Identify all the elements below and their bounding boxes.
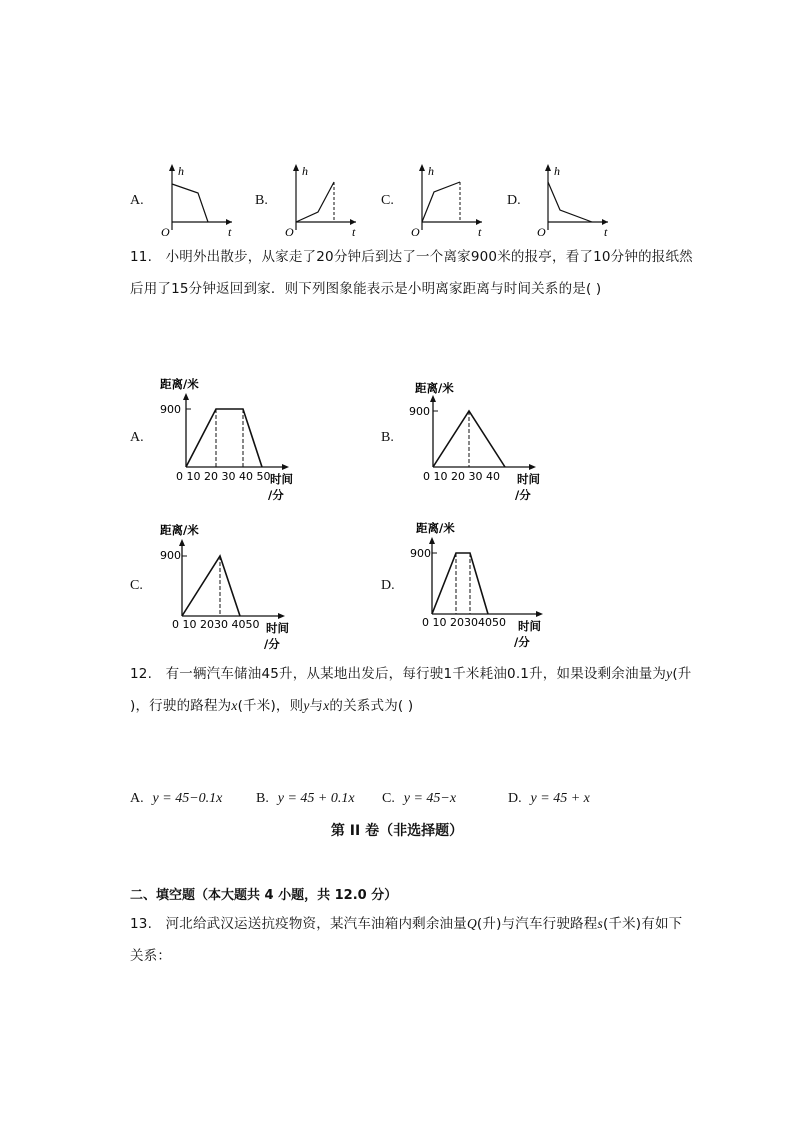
q12-line1-b: (升 [672, 666, 692, 682]
q12-option-d-expr: y = 45 + x [530, 791, 590, 806]
q12-line2-d: 的关系式为( ) [329, 698, 414, 714]
q10-option-a-label: A. [130, 193, 144, 208]
q10-option-b-label: B. [255, 193, 268, 208]
x-arrow-icon [529, 464, 536, 470]
graph-line [432, 553, 488, 614]
q11-option-c-graph [158, 516, 308, 651]
x-axis-label: 时间 [517, 472, 540, 486]
x-tick-labels: 0 10 20 30 40 [423, 470, 500, 483]
section2-title: 二、填空题（本大题共 4 小题，共 12.0 分） [130, 888, 398, 903]
q11-line2: 后用了15分钟返回到家．则下列图象能表示是小明离家距离与时间关系的是( ) [130, 281, 602, 297]
q13-line2: 关系： [130, 948, 172, 964]
q10-option-c-label: C. [381, 193, 394, 208]
origin-label: O [161, 225, 170, 239]
q13-var-s: s [597, 916, 603, 931]
x-arrow-icon [536, 611, 543, 617]
q12-option-d [508, 790, 590, 807]
q12-option-a-expr: y = 45−0.1x [152, 791, 223, 806]
q12-option-a-label: A. [130, 791, 144, 806]
q10-option-c-graph [398, 160, 490, 240]
q12-option-a [130, 790, 222, 807]
q11-option-b-label: B. [381, 430, 394, 445]
q12-var-y: y [666, 666, 673, 681]
y-arrow-icon [169, 164, 175, 171]
origin-label: O [537, 225, 546, 239]
x-tick-labels: 0 10 2030 4050 [172, 618, 260, 631]
q12-line2-b: (千米)，则 [237, 698, 304, 714]
q13-var-q: Q [466, 916, 477, 931]
q13-line1-a: 河北给武汉运送抗疫物资，某汽车油箱内剩余油量 [165, 916, 467, 932]
graph-line [172, 184, 208, 222]
x-axis-unit: /分 [515, 488, 531, 502]
y-arrow-icon [430, 395, 436, 402]
q12-option-c [382, 790, 456, 807]
axis-h-label: h [554, 164, 560, 178]
q12-var-y2: y [303, 698, 310, 713]
q13-line1-b: (升)与汽车行驶路程 [476, 916, 598, 932]
axis-t-label: t [478, 225, 482, 239]
y-tick-900: 900 [160, 549, 181, 562]
x-axis-label: 时间 [518, 619, 541, 633]
q13-number: 13. [130, 916, 153, 932]
y-tick-900: 900 [410, 547, 431, 560]
q11-option-b-graph [405, 370, 555, 505]
q11-option-d-graph [408, 516, 558, 651]
axis-t-label: t [604, 225, 608, 239]
q12-line1-a: 有一辆汽车储油45升，从某地出发后，每行驶1千米耗油0.1升，如果设剩余油量为 [165, 666, 667, 682]
axis-h-label: h [428, 164, 434, 178]
q10-option-d-label: D. [507, 193, 521, 208]
q10-option-d-graph [524, 160, 616, 240]
q12-option-b [256, 790, 355, 807]
q12-option-c-expr: y = 45−x [403, 791, 457, 806]
part2-title: 第 II 卷（非选择题） [330, 823, 464, 839]
graph-line [296, 182, 334, 222]
q11-number: 11. [130, 249, 153, 265]
graph-line [186, 409, 262, 467]
q12-option-c-label: C. [382, 791, 395, 806]
axis-h-label: h [302, 164, 308, 178]
q12-stem [130, 664, 730, 716]
y-arrow-icon [419, 164, 425, 171]
y-arrow-icon [183, 393, 189, 400]
origin-label: O [285, 225, 294, 239]
y-axis-label: 距离/米 [416, 521, 455, 535]
y-axis-label: 距离/米 [415, 381, 454, 395]
q11-option-a-label: A. [130, 430, 144, 445]
q11-option-d-label: D. [381, 578, 395, 593]
q12-line2-a: )，行驶的路程为 [130, 698, 232, 714]
q12-option-b-expr: y = 45 + 0.1x [277, 791, 355, 806]
y-tick-900: 900 [160, 403, 181, 416]
q12-var-x2: x [323, 698, 330, 713]
y-arrow-icon [545, 164, 551, 171]
axis-t-label: t [228, 225, 232, 239]
q13-line1-c: (千米)有如下 [602, 916, 683, 932]
y-axis-label: 距离/米 [160, 523, 199, 537]
x-tick-labels: 0 10 20304050 [422, 616, 506, 629]
y-arrow-icon [179, 539, 185, 546]
q12-number: 12. [130, 666, 153, 682]
x-tick-labels: 0 10 20 30 40 50 [176, 470, 271, 483]
origin-label: O [411, 225, 420, 239]
q13-stem [130, 914, 730, 966]
x-arrow-icon [282, 464, 289, 470]
axis-t-label: t [352, 225, 356, 239]
q11-option-a-graph [158, 370, 308, 505]
y-arrow-icon [429, 537, 435, 544]
y-axis-label: 距离/米 [160, 377, 199, 391]
x-axis-unit: /分 [268, 488, 284, 502]
x-arrow-icon [278, 613, 285, 619]
q12-option-d-label: D. [508, 791, 522, 806]
graph-line [548, 182, 592, 222]
x-axis-label: 时间 [270, 472, 293, 486]
q12-var-x: x [231, 698, 238, 713]
y-tick-900: 900 [409, 405, 430, 418]
q11-line1: 小明外出散步，从家走了20分钟后到达了一个离家900米的报亭，看了10分钟的报纸然 [165, 249, 693, 265]
q11-stem [130, 247, 730, 299]
y-arrow-icon [293, 164, 299, 171]
x-axis-label: 时间 [266, 621, 289, 635]
x-axis-unit: /分 [264, 637, 280, 651]
q12-option-b-label: B. [256, 791, 269, 806]
x-axis-unit: /分 [514, 635, 530, 649]
graph-line [422, 182, 460, 222]
q10-option-a-graph [148, 160, 240, 240]
axis-h-label: h [178, 164, 184, 178]
q11-option-c-label: C. [130, 578, 143, 593]
graph-line [182, 556, 240, 616]
q10-option-b-graph [272, 160, 364, 240]
q12-line2-c: 与 [309, 698, 324, 714]
